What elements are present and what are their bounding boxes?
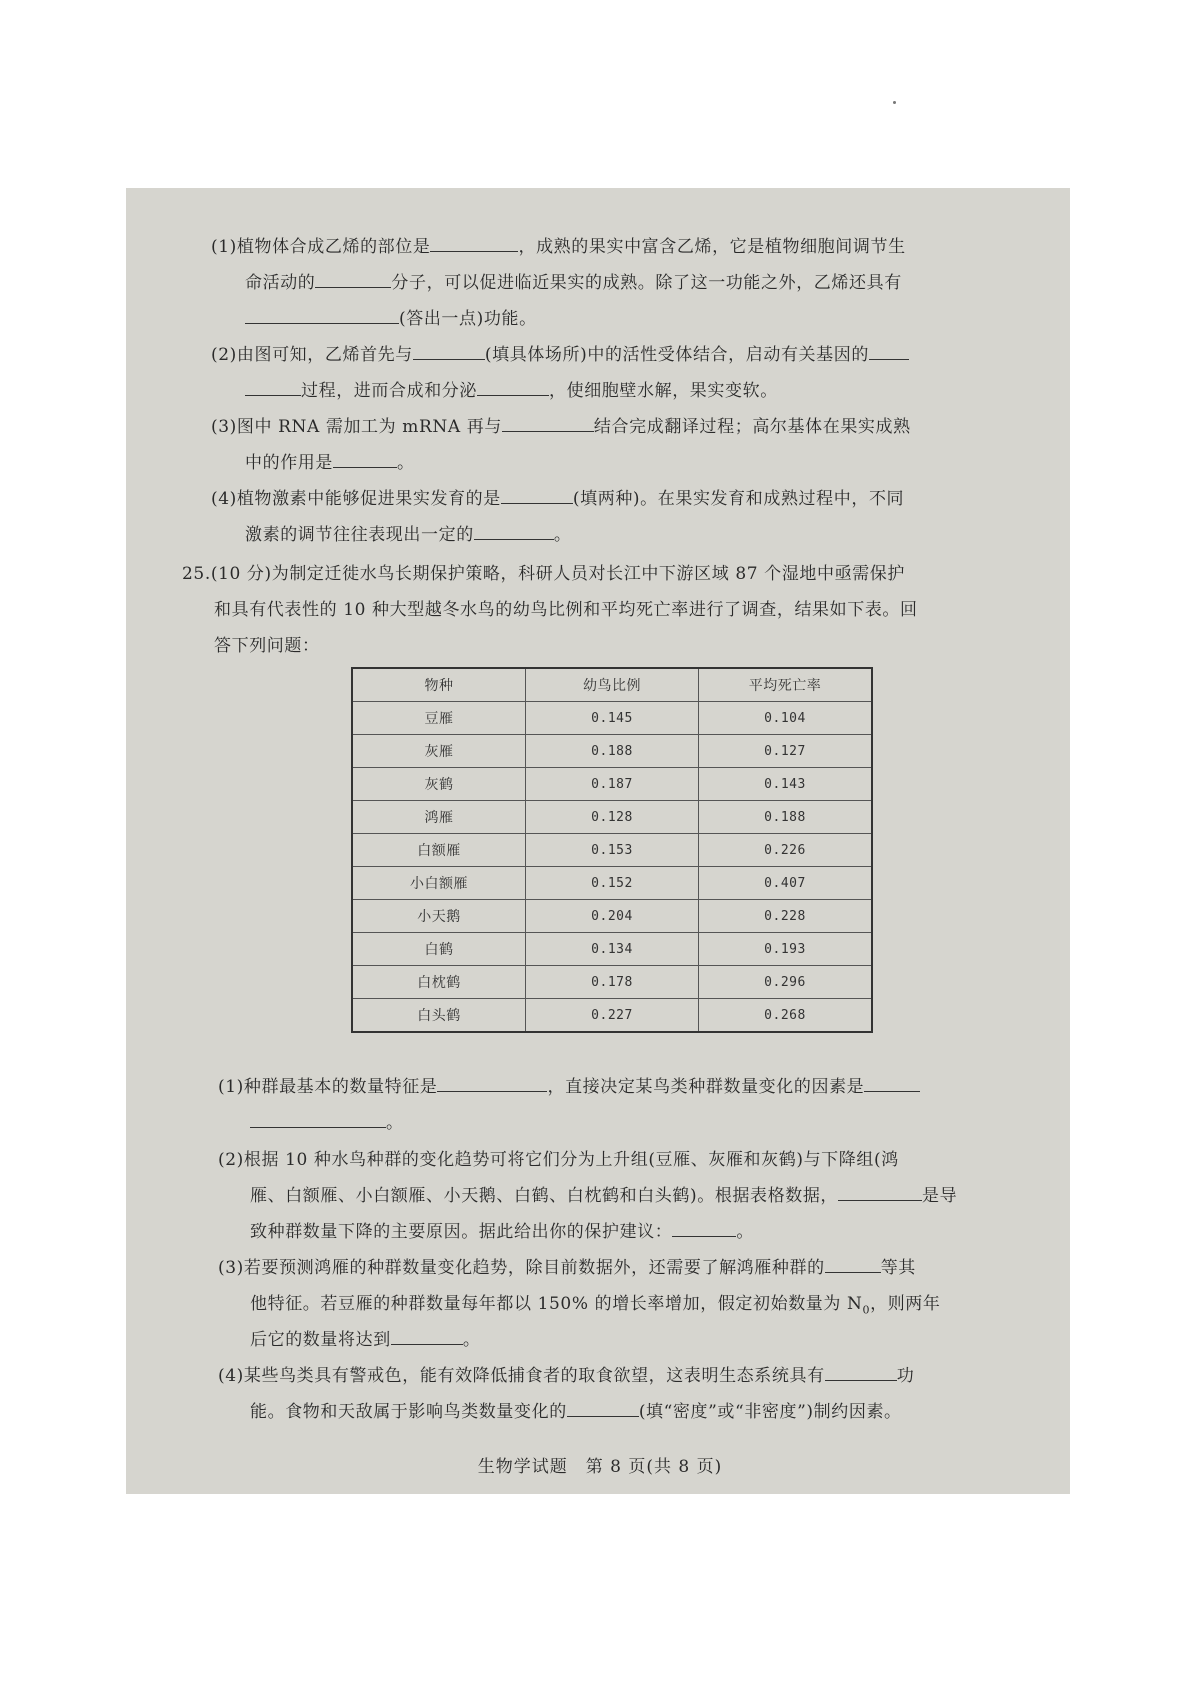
text: 能。食物和天敌属于影响鸟类数量变化的 bbox=[250, 1402, 567, 1422]
text: 功 bbox=[896, 1366, 915, 1386]
answer-blank[interactable] bbox=[838, 1184, 922, 1201]
table-row bbox=[352, 801, 872, 834]
table-row bbox=[352, 933, 872, 966]
answer-blank[interactable] bbox=[825, 1256, 881, 1273]
q24-part1-line1 bbox=[211, 235, 906, 259]
text: 是导 bbox=[922, 1186, 958, 1206]
text: 。 bbox=[553, 525, 572, 545]
q24-part4-line1 bbox=[211, 487, 904, 511]
mortality-cell: 0.104 bbox=[699, 702, 873, 735]
text: (填“密度”或“非密度”)制约因素。 bbox=[638, 1402, 902, 1422]
text: (填两种)。在果实发育和成熟过程中，不同 bbox=[572, 489, 905, 509]
answer-blank[interactable] bbox=[864, 1075, 920, 1092]
juvenile-cell: 0.227 bbox=[526, 999, 699, 1033]
q25-stem-line3 bbox=[214, 634, 320, 658]
q25-part2-line1 bbox=[218, 1148, 899, 1172]
header-mortality: 平均死亡率 bbox=[699, 668, 873, 702]
answer-blank[interactable] bbox=[315, 271, 391, 288]
mortality-cell: 0.193 bbox=[699, 933, 873, 966]
q24-part2-line1 bbox=[211, 343, 909, 367]
answer-blank[interactable] bbox=[245, 307, 399, 324]
q25-part4-line1 bbox=[218, 1364, 914, 1388]
species-cell: 白额雁 bbox=[352, 834, 526, 867]
q25-stem-line2 bbox=[214, 598, 918, 622]
text: 等其 bbox=[880, 1258, 916, 1278]
mortality-cell: 0.143 bbox=[699, 768, 873, 801]
text: (答出一点)功能。 bbox=[399, 309, 537, 329]
text: (1)植物体合成乙烯的部位是 bbox=[211, 237, 431, 257]
q24-part1-line2 bbox=[245, 271, 902, 295]
table-row bbox=[352, 768, 872, 801]
species-cell: 鸿雁 bbox=[352, 801, 526, 834]
answer-blank[interactable] bbox=[430, 235, 518, 252]
juvenile-cell: 0.178 bbox=[526, 966, 699, 999]
q25-part3-line2 bbox=[250, 1292, 941, 1322]
answer-blank[interactable] bbox=[391, 1328, 463, 1345]
subscript: 0 bbox=[862, 1303, 871, 1317]
q24-part2-line2 bbox=[245, 379, 778, 403]
text: ，直接决定某鸟类种群数量变化的因素是 bbox=[547, 1077, 865, 1097]
text: (1)种群最基本的数量特征是 bbox=[218, 1077, 438, 1097]
answer-blank[interactable] bbox=[333, 451, 397, 468]
answer-blank[interactable] bbox=[437, 1075, 547, 1092]
q24-part3-line1 bbox=[211, 415, 911, 439]
juvenile-cell: 0.134 bbox=[526, 933, 699, 966]
table-row bbox=[352, 867, 872, 900]
species-cell: 白头鹤 bbox=[352, 999, 526, 1033]
text: (2)由图可知，乙烯首先与 bbox=[211, 345, 413, 365]
answer-blank[interactable] bbox=[250, 1111, 386, 1128]
text: (填具体场所)中的活性受体结合，启动有关基因的 bbox=[484, 345, 869, 365]
answer-blank[interactable] bbox=[477, 379, 549, 396]
q24-part3-line2 bbox=[245, 451, 415, 475]
text: 致种群数量下降的主要原因。据此给出你的保护建议： bbox=[250, 1222, 673, 1242]
text: 结合完成翻译过程；高尔基体在果实成熟 bbox=[593, 417, 911, 437]
text: ，使细胞壁水解，果实变软。 bbox=[549, 381, 778, 401]
text: 。 bbox=[736, 1222, 755, 1242]
species-cell: 灰鹤 bbox=[352, 768, 526, 801]
juvenile-cell: 0.128 bbox=[526, 801, 699, 834]
answer-blank[interactable] bbox=[502, 415, 594, 432]
mortality-cell: 0.188 bbox=[699, 801, 873, 834]
text: 答下列问题： bbox=[214, 636, 320, 656]
text: 分子，可以促进临近果实的成熟。除了这一功能之外，乙烯还具有 bbox=[391, 273, 902, 293]
text: 后它的数量将达到 bbox=[250, 1330, 391, 1350]
answer-blank[interactable] bbox=[825, 1364, 897, 1381]
table-row bbox=[352, 834, 872, 867]
mortality-cell: 0.127 bbox=[699, 735, 873, 768]
table-row bbox=[352, 735, 872, 768]
juvenile-cell: 0.152 bbox=[526, 867, 699, 900]
species-cell: 豆雁 bbox=[352, 702, 526, 735]
mortality-cell: 0.226 bbox=[699, 834, 873, 867]
answer-blank[interactable] bbox=[413, 343, 485, 360]
text: (3)图中 RNA 需加工为 mRNA 再与 bbox=[211, 417, 502, 437]
q25-part2-line2 bbox=[250, 1184, 957, 1208]
text: ，则两年 bbox=[870, 1294, 941, 1314]
q25-part4-line2 bbox=[250, 1400, 902, 1424]
species-cell: 小天鹅 bbox=[352, 900, 526, 933]
bird-data-table bbox=[351, 667, 873, 1033]
answer-blank[interactable] bbox=[474, 523, 554, 540]
q25-part2-line3 bbox=[250, 1220, 754, 1244]
mortality-cell: 0.228 bbox=[699, 900, 873, 933]
text: 。 bbox=[397, 453, 415, 473]
species-cell: 灰雁 bbox=[352, 735, 526, 768]
header-species: 物种 bbox=[352, 668, 526, 702]
mortality-cell: 0.296 bbox=[699, 966, 873, 999]
species-cell: 小白额雁 bbox=[352, 867, 526, 900]
q24-part1-line3 bbox=[245, 307, 537, 331]
species-cell: 白枕鹤 bbox=[352, 966, 526, 999]
text: (4)某些鸟类具有警戒色，能有效降低捕食者的取食欲望，这表明生态系统具有 bbox=[218, 1366, 825, 1386]
q25-part3-line1 bbox=[218, 1256, 916, 1280]
table-row bbox=[352, 966, 872, 999]
table-row bbox=[352, 702, 872, 735]
text: 25.(10 分)为制定迁徙水鸟长期保护策略，科研人员对长江中下游区域 87 个湿地中亟需保护 bbox=[182, 564, 905, 584]
q25-part3-line3 bbox=[250, 1328, 480, 1352]
answer-blank[interactable] bbox=[567, 1400, 639, 1417]
juvenile-cell: 0.145 bbox=[526, 702, 699, 735]
answer-blank[interactable] bbox=[501, 487, 573, 504]
text: (2)根据 10 种水鸟种群的变化趋势可将它们分为上升组(豆雁、灰雁和灰鹤)与下降组(鸿 bbox=[218, 1150, 899, 1170]
answer-blank[interactable] bbox=[869, 343, 909, 360]
text: 激素的调节往往表现出一定的 bbox=[245, 525, 474, 545]
text: 和具有代表性的 10 种大型越冬水鸟的幼鸟比例和平均死亡率进行了调查，结果如下表。回 bbox=[214, 600, 918, 620]
juvenile-cell: 0.187 bbox=[526, 768, 699, 801]
table-row bbox=[352, 900, 872, 933]
text: (3)若要预测鸿雁的种群数量变化趋势，除目前数据外，还需要了解鸿雁种群的 bbox=[218, 1258, 825, 1278]
text: 命活动的 bbox=[245, 273, 316, 293]
header-juvenile-ratio: 幼鸟比例 bbox=[526, 668, 699, 702]
juvenile-cell: 0.188 bbox=[526, 735, 699, 768]
answer-blank[interactable] bbox=[672, 1220, 736, 1237]
text: (4)植物激素中能够促进果实发育的是 bbox=[211, 489, 501, 509]
speck-mark bbox=[893, 101, 896, 104]
text: 雁、白额雁、小白额雁、小天鹅、白鹤、白枕鹤和白头鹤)。根据表格数据， bbox=[250, 1186, 839, 1206]
text: 。 bbox=[386, 1113, 404, 1133]
text: ，成熟的果实中富含乙烯，它是植物细胞间调节生 bbox=[518, 237, 906, 257]
juvenile-cell: 0.153 bbox=[526, 834, 699, 867]
text: 过程，进而合成和分泌 bbox=[301, 381, 477, 401]
text: 中的作用是 bbox=[245, 453, 333, 473]
text: 。 bbox=[462, 1330, 481, 1350]
page-footer: 生物学试题 第 8 页(共 8 页) bbox=[477, 1457, 723, 1477]
answer-blank[interactable] bbox=[245, 379, 301, 396]
q25-part1-line2 bbox=[250, 1111, 404, 1135]
q24-part4-line2 bbox=[245, 523, 571, 547]
text: 他特征。若豆雁的种群数量每年都以 150% 的增长率增加，假定初始数量为 N bbox=[250, 1294, 863, 1314]
table-header-row bbox=[352, 668, 872, 702]
juvenile-cell: 0.204 bbox=[526, 900, 699, 933]
table-row bbox=[352, 999, 872, 1033]
mortality-cell: 0.407 bbox=[699, 867, 873, 900]
q25-stem-line1 bbox=[182, 562, 905, 586]
mortality-cell: 0.268 bbox=[699, 999, 873, 1033]
species-cell: 白鹤 bbox=[352, 933, 526, 966]
q25-part1-line1 bbox=[218, 1075, 920, 1099]
